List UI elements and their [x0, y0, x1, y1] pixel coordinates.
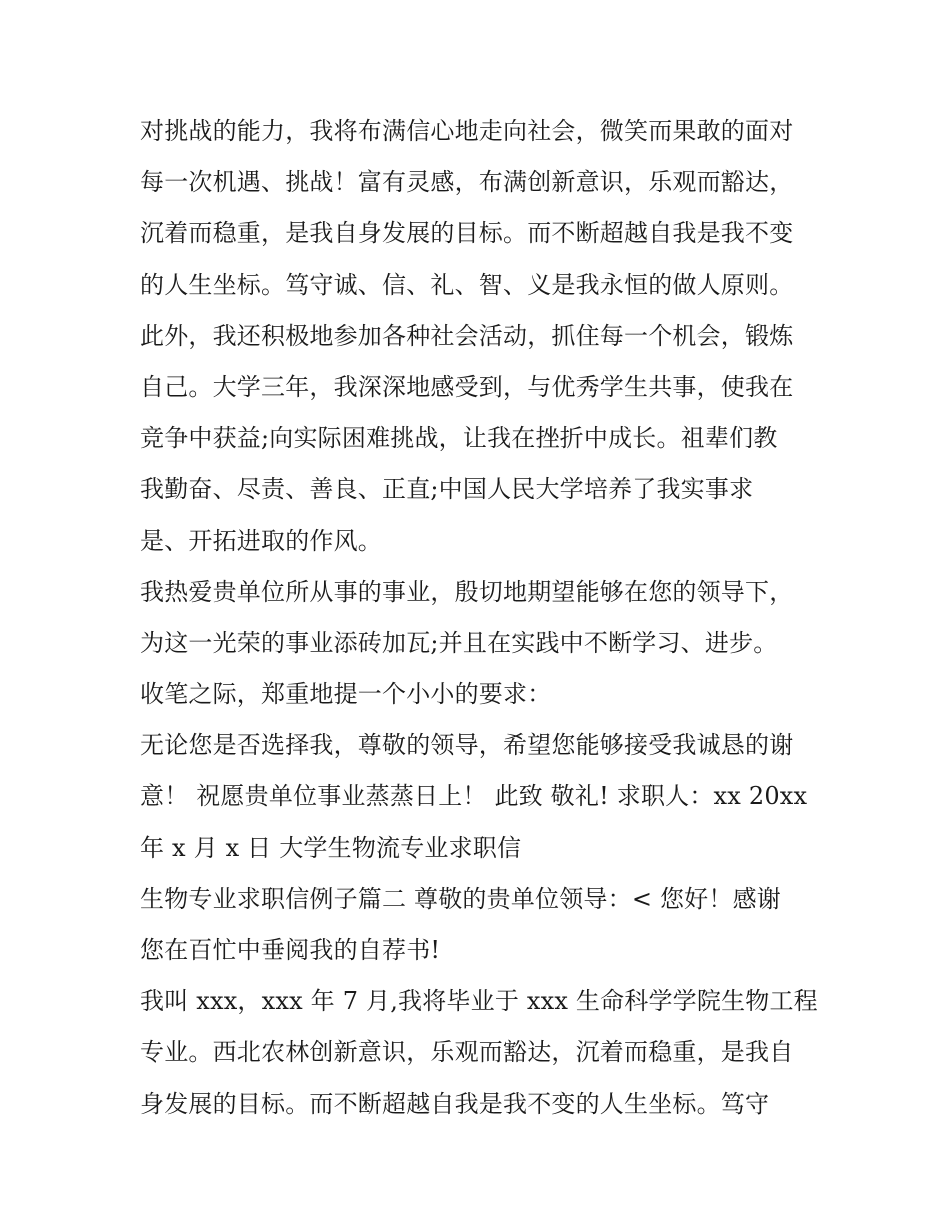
text-line: 意！ 祝愿贵单位事业蒸蒸日上！ 此致 敬礼! 求职人：xx 20xx: [140, 782, 808, 811]
text-line: 您在百忙中垂阅我的自荐书!: [140, 936, 441, 964]
text-line: 的人生坐标。笃守诚、信、礼、智、义是我永恒的做人原则。: [140, 270, 794, 299]
text-line: 专业。西北农林创新意识，乐观而豁达，沉着而稳重，是我自: [140, 1038, 794, 1067]
text-line: 对挑战的能力，我将布满信心地走向社会，微笑而果敢的面对: [140, 117, 794, 145]
text-line: 为这一光荣的事业添砖加瓦;并且在实践中不断学习、进步。: [140, 628, 778, 657]
text-line: 沉着而稳重，是我自身发展的目标。而不断超越自我是我不变: [140, 219, 794, 248]
text-line: 是、开拓进取的作风。: [140, 526, 382, 555]
text-line: 每一次机遇、挑战！富有灵感，布满创新意识，乐观而豁达，: [140, 168, 794, 197]
text-line: 竞争中获益;向实际困难挑战，让我在挫折中成长。祖辈们教: [140, 424, 778, 453]
text-line: 年 x 月 x 日 大学生物流专业求职信: [140, 833, 522, 862]
text-line: 收笔之际，郑重地提一个小小的要求：: [140, 680, 552, 709]
text-line: 我勤奋、尽责、善良、正直;中国人民大学培养了我实事求: [140, 475, 754, 504]
text-line: 此外，我还积极地参加各种社会活动，抓住每一个机会，锻炼: [140, 321, 794, 350]
text-line: 生物专业求职信例子篇二 尊敬的贵单位领导：< 您好！感谢: [140, 884, 781, 913]
text-line: 我叫 xxx，xxx 年 7 月,我将毕业于 xxx 生命科学学院生物工程: [140, 987, 818, 1016]
text-line: 我热爱贵单位所从事的事业，殷切地期望能够在您的领导下，: [140, 577, 794, 606]
text-line: 身发展的目标。而不断超越自我是我不变的人生坐标。笃守: [140, 1089, 770, 1118]
text-line: 自己。大学三年，我深深地感受到，与优秀学生共事，使我在: [140, 372, 794, 401]
text-line: 无论您是否选择我，尊敬的领导，希望您能够接受我诚恳的谢: [140, 731, 794, 760]
document-body: [140, 106, 830, 1130]
